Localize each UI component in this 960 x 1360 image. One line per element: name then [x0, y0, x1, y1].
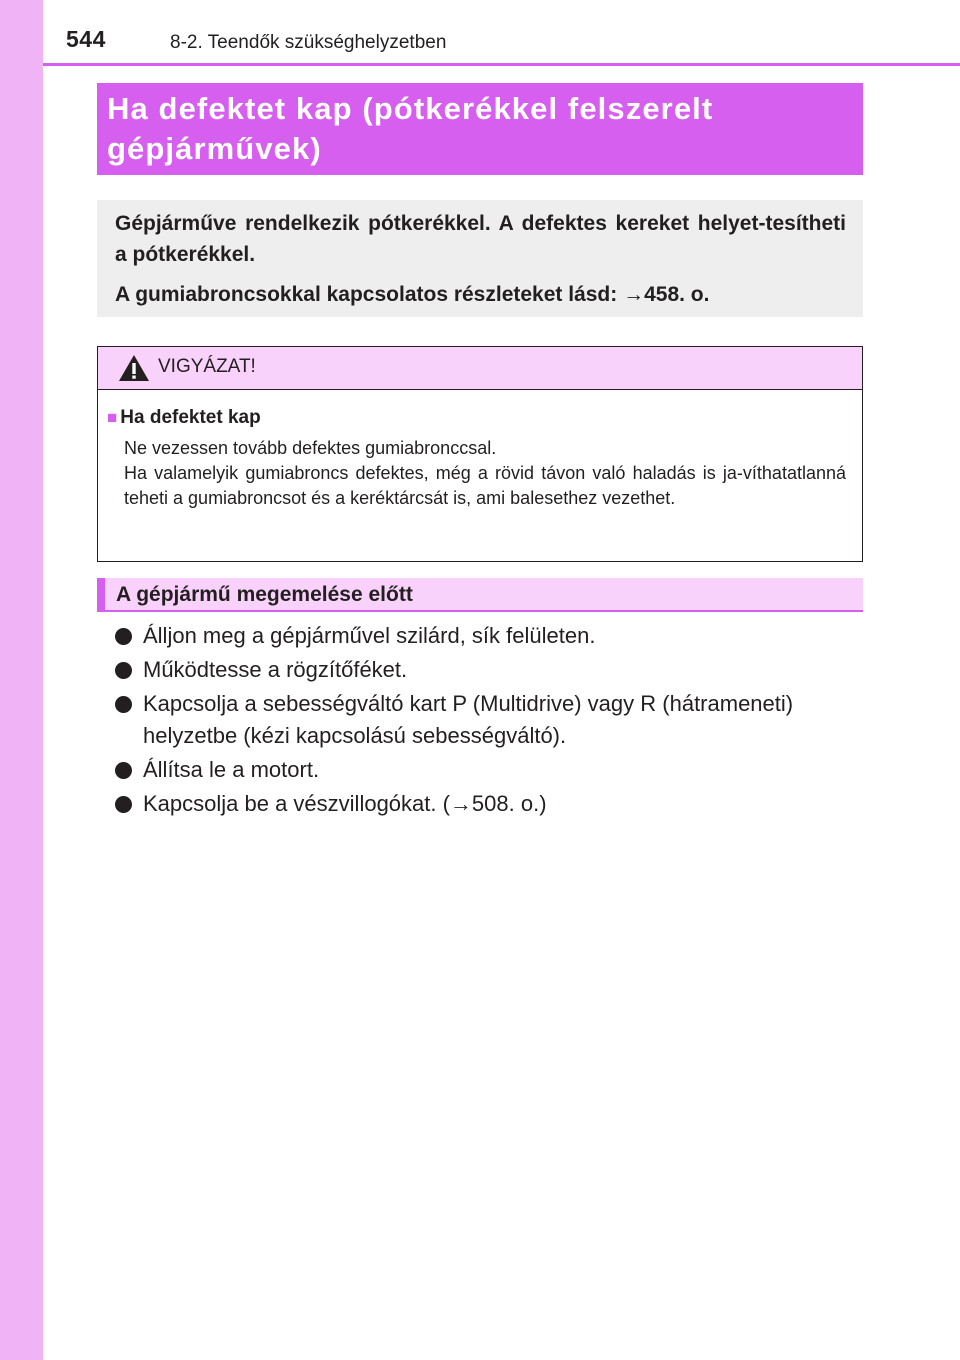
- square-bullet-icon: ■: [107, 408, 118, 427]
- intro-paragraph-2-text: A gumiabroncsokkal kapcsolatos részleteket lásd:: [115, 283, 624, 306]
- list-item-text: Kapcsolja a sebességváltó kart P (Multidrive) vagy R (hátrameneti) helyzetbe (kézi kapcsolású sebességváltó).: [143, 691, 794, 748]
- caution-subheading: [107, 406, 846, 430]
- list-item: [115, 654, 860, 686]
- caution-header: [98, 347, 862, 390]
- bullet-dot-icon: [115, 762, 132, 779]
- list-item-text: Működtesse a rögzítőféket.: [143, 657, 408, 682]
- page-title-line-2: gépjárművek): [107, 131, 322, 166]
- page-number: 544: [66, 26, 106, 52]
- page-title-box: [97, 83, 863, 175]
- list-item: [115, 788, 860, 820]
- section-label: 8-2. Teendők szükséghelyzetben: [170, 32, 447, 53]
- caution-title: VIGYÁZAT!: [158, 356, 256, 377]
- bullet-dot-icon: [115, 628, 132, 645]
- arrow-right-icon: →: [623, 283, 645, 306]
- page-reference-link[interactable]: 458. o.: [644, 283, 710, 306]
- list-item-text: Kapcsolja be a vészvillogókat. (→508. o.): [143, 791, 547, 816]
- warning-triangle-icon: [118, 354, 150, 382]
- section-heading: A gépjármű megemelése előtt: [116, 583, 413, 606]
- list-item-text: Állítsa le a motort.: [143, 757, 320, 782]
- list-item: [115, 620, 860, 652]
- caution-subheading-text: Ha defektet kap: [120, 407, 261, 428]
- intro-paragraph-1: Gépjárműve rendelkezik pótkerékkel. A defektes kereket helyet-tesítheti a pótkerékkel.: [115, 212, 846, 266]
- bullet-dot-icon: [115, 662, 132, 679]
- header-rule: [43, 63, 960, 66]
- list-item: [115, 754, 860, 786]
- instruction-list: [115, 620, 860, 822]
- list-item-text: Álljon meg a gépjárművel szilárd, sík felületen.: [143, 623, 596, 648]
- page-title-line-1: Ha defektet kap (pótkerékkel felszerelt: [107, 91, 714, 126]
- caution-text-1: Ne vezessen tovább defektes gumiabronccsal.: [124, 438, 497, 458]
- bullet-dot-icon: [115, 696, 132, 713]
- bullet-dot-icon: [115, 796, 132, 813]
- caution-box: [97, 346, 863, 562]
- caution-text-2: Ha valamelyik gumiabroncs defektes, még a rövid távon való haladás is ja-víthatatlanná teheti a gumiabroncsot és a keréktárcsát is, ami balesethez vezethet.: [124, 463, 846, 508]
- section-heading-box: [97, 578, 863, 612]
- intro-paragraph-2: [115, 279, 846, 310]
- intro-box: [97, 200, 863, 317]
- caution-body: [98, 390, 862, 511]
- list-item: [115, 688, 860, 752]
- side-color-strip: [0, 0, 43, 1360]
